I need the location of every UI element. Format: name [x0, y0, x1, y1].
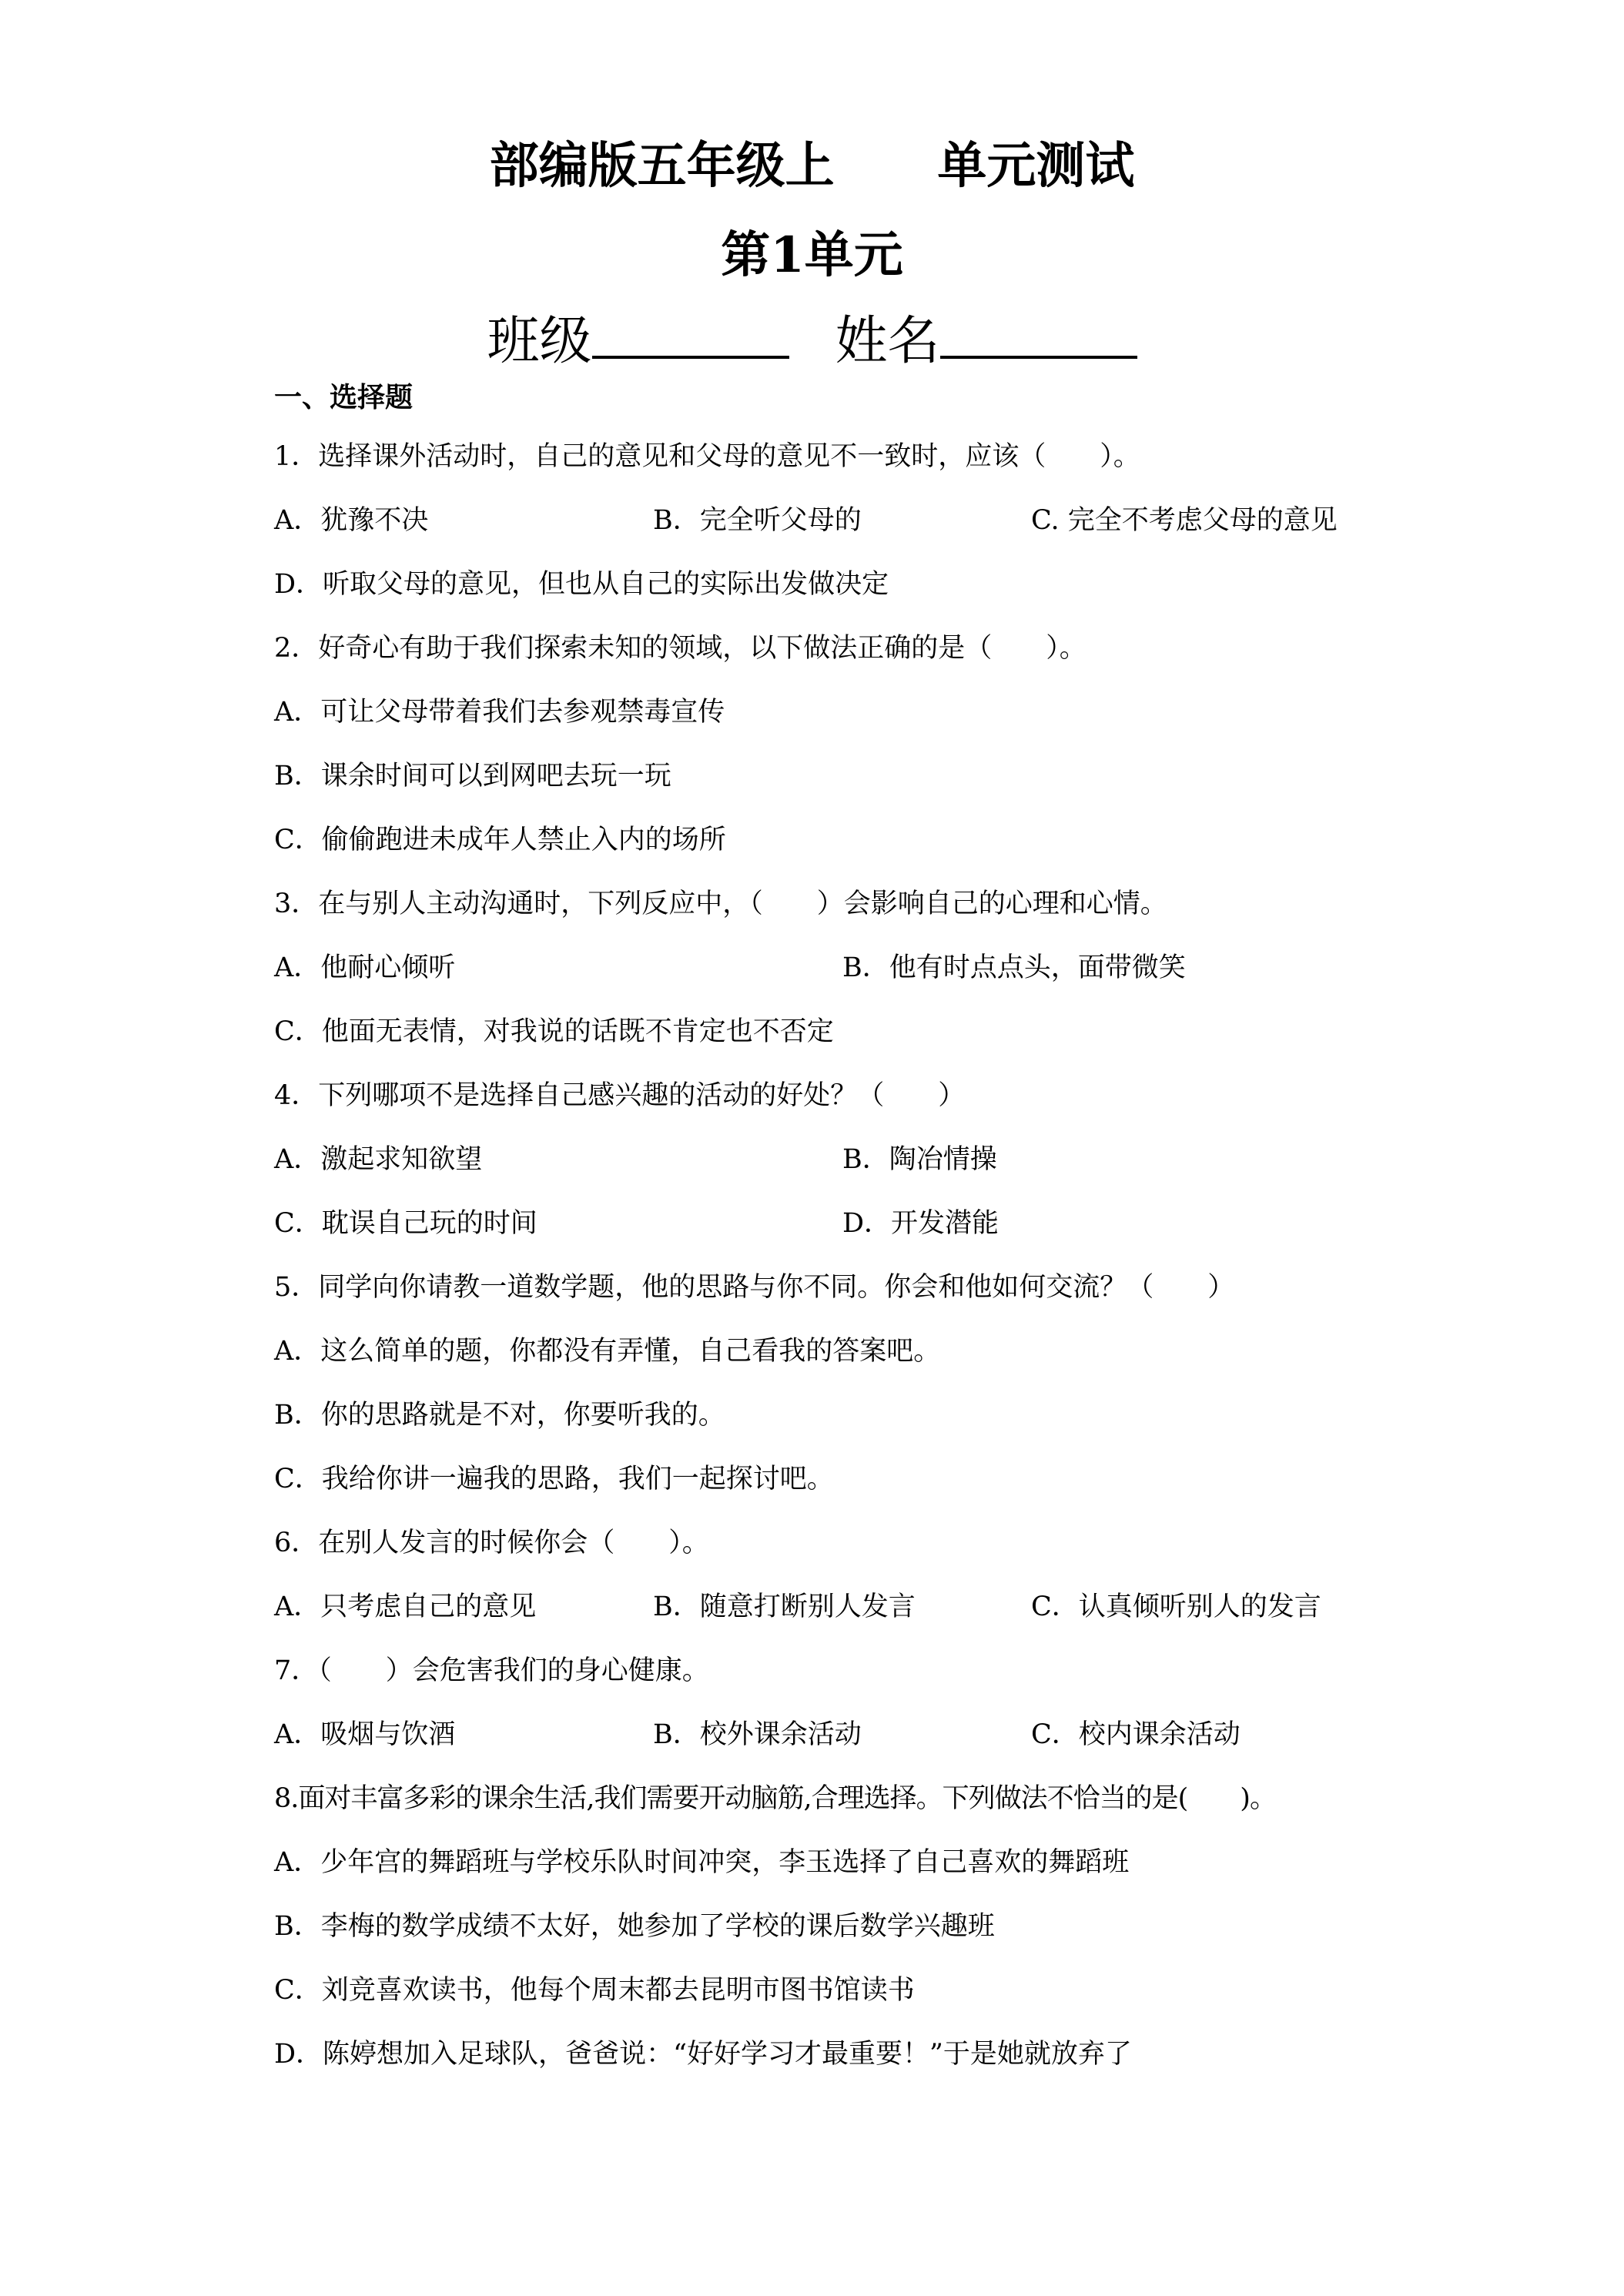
class-label: 班级 [487, 311, 592, 372]
option-a[interactable]: A．少年宫的舞蹈班与学校乐队时间冲突，李玉选择了自己喜欢的舞蹈班 [274, 1847, 1130, 1878]
unit-title: 第1单元 [721, 226, 903, 284]
option-a[interactable]: A．他耐心倾听 [274, 952, 456, 983]
page-title: 部编版五年级上 单元测试 [489, 138, 1135, 195]
class-blank[interactable] [592, 302, 789, 359]
question-stem: 4．下列哪项不是选择自己感兴趣的活动的好处？（ ） [274, 1080, 966, 1111]
student-info-fields [0, 302, 1624, 380]
option-d[interactable]: D．开发潜能 [842, 1208, 1000, 1239]
option-c[interactable]: C. 完全不考虑父母的意见 [1031, 505, 1338, 536]
name-label: 姓名 [835, 311, 940, 372]
option-c[interactable]: C．耽误自己玩的时间 [274, 1208, 537, 1239]
option-c[interactable]: C．刘竞喜欢读书，他每个周末都去昆明市图书馆读书 [274, 1975, 915, 2006]
question-stem: 8.面对丰富多彩的课余生活,我们需要开动脑筋,合理选择。下列做法不恰当的是( )。 [274, 1783, 1276, 1814]
option-b[interactable]: B．完全听父母的 [653, 505, 862, 536]
option-b[interactable]: B．校外课余活动 [653, 1719, 862, 1750]
option-a[interactable]: A．激起求知欲望 [274, 1144, 483, 1175]
option-c[interactable]: C．我给你讲一遍我的思路，我们一起探讨吧。 [274, 1464, 834, 1494]
option-c[interactable]: C．他面无表情，对我说的话既不肯定也不否定 [274, 1016, 834, 1047]
question-stem: 6．在别人发言的时候你会（ ）。 [274, 1528, 709, 1558]
option-b[interactable]: B．他有时点点头，面带微笑 [842, 952, 1186, 983]
option-b[interactable]: B．随意打断别人发言 [653, 1591, 916, 1622]
question-stem: 5．同学向你请教一道数学题，他的思路与你不同。你会和他如何交流？（ ） [274, 1272, 1235, 1303]
name-blank[interactable] [940, 302, 1137, 359]
option-c[interactable]: C．偷偷跑进未成年人禁止入内的场所 [274, 825, 726, 855]
option-b[interactable]: B．李梅的数学成绩不太好，她参加了学校的课后数学兴趣班 [274, 1911, 995, 1942]
question-stem: 3．在与别人主动沟通时，下列反应中，（ ）会影响自己的心理和心情。 [274, 889, 1167, 919]
option-c[interactable]: C．认真倾听别人的发言 [1031, 1591, 1321, 1622]
option-a[interactable]: A．可让父母带着我们去参观禁毒宣传 [274, 697, 725, 728]
option-b[interactable]: B．课余时间可以到网吧去玩一玩 [274, 761, 671, 792]
option-b[interactable]: B．陶冶情操 [842, 1144, 997, 1175]
option-a[interactable]: A．只考虑自己的意见 [274, 1591, 537, 1622]
option-a[interactable]: A．吸烟与饮酒 [274, 1719, 456, 1750]
question-stem: 1．选择课外活动时，自己的意见和父母的意见不一致时，应该（ ）。 [274, 441, 1140, 472]
option-d[interactable]: D．听取父母的意见，但也从自己的实际出发做决定 [274, 569, 889, 600]
section-title: 一、选择题 [274, 381, 414, 413]
option-a[interactable]: A．这么简单的题，你都没有弄懂，自己看我的答案吧。 [274, 1336, 941, 1367]
question-stem: 2．好奇心有助于我们探索未知的领域，以下做法正确的是（ ）。 [274, 633, 1087, 664]
option-a[interactable]: A．犹豫不决 [274, 505, 429, 536]
option-b[interactable]: B．你的思路就是不对，你要听我的。 [274, 1400, 725, 1431]
option-d[interactable]: D．陈婷想加入足球队，爸爸说：“好好学习才最重要！”于是她就放弃了 [274, 2039, 1132, 2070]
question-stem: 7．（ ）会危害我们的身心健康。 [274, 1655, 709, 1686]
option-c[interactable]: C．校内课余活动 [1031, 1719, 1241, 1750]
